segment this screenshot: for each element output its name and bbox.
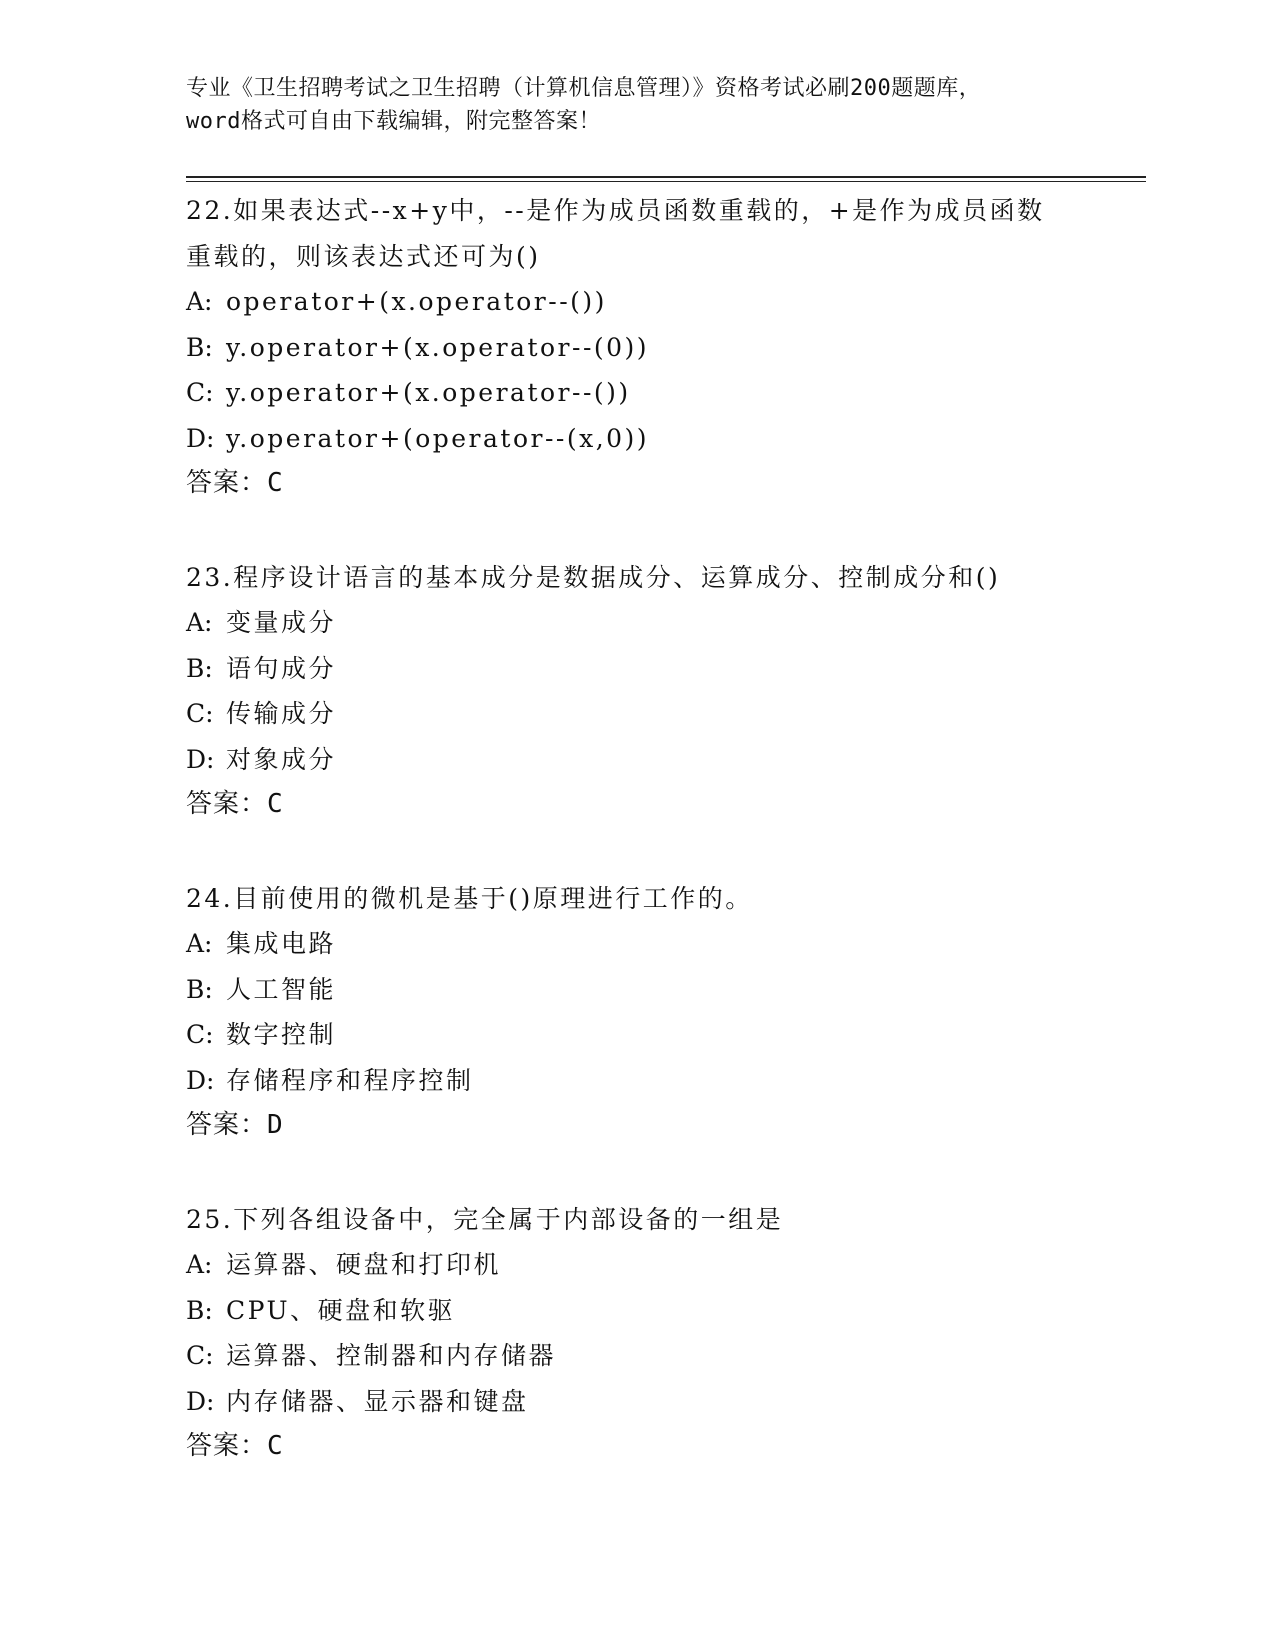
option-letter: C: xyxy=(186,699,214,728)
answer-line: 答案：C xyxy=(186,468,284,498)
option-text: 传输成分 xyxy=(226,699,337,728)
option-b xyxy=(186,967,1086,1013)
option-text: 数字控制 xyxy=(226,1020,337,1049)
option-letter: D: xyxy=(186,423,215,453)
option-letter: B: xyxy=(186,1295,213,1325)
option-letter: D: xyxy=(186,744,215,774)
option-text: 存储程序和程序控制 xyxy=(226,1065,474,1095)
option-text: y.operator+(operator--(x,0)) xyxy=(226,423,650,453)
option-a xyxy=(186,600,1086,646)
option-c xyxy=(186,370,1086,416)
option-a xyxy=(186,1242,1086,1288)
option-text: CPU、硬盘和软驱 xyxy=(226,1295,456,1325)
option-a xyxy=(186,921,1086,967)
option-letter: B: xyxy=(186,974,213,1004)
option-text: 变量成分 xyxy=(226,608,337,637)
option-a xyxy=(186,279,1086,325)
option-c xyxy=(186,691,1086,737)
answer-line: 答案：D xyxy=(186,1110,284,1140)
question-stem: 24.目前使用的微机是基于()原理进行工作的。 xyxy=(186,883,753,913)
option-letter: C: xyxy=(186,378,214,407)
header-title-line-2: word格式可自由下载编辑，附完整答案！ xyxy=(186,109,601,134)
option-letter: C: xyxy=(186,1341,214,1370)
question-23 xyxy=(186,555,1086,828)
option-c xyxy=(186,1333,1086,1379)
option-letter: D: xyxy=(186,1386,215,1416)
option-letter: D: xyxy=(186,1065,215,1095)
option-b xyxy=(186,325,1086,371)
answer-line: 答案：C xyxy=(186,789,284,819)
option-text: operator+(x.operator--()) xyxy=(226,287,607,316)
option-text: 运算器、硬盘和打印机 xyxy=(226,1250,502,1279)
option-d xyxy=(186,1379,1086,1425)
option-c xyxy=(186,1012,1086,1058)
question-stem-continued: 重载的，则该表达式还可为() xyxy=(186,241,541,271)
question-stem: 22.如果表达式--x+y中，--是作为成员函数重载的，+是作为成员函数 xyxy=(186,196,1045,225)
option-letter: A: xyxy=(186,287,213,316)
option-letter: A: xyxy=(186,608,213,637)
document-header xyxy=(186,72,1086,138)
question-stem: 25.下列各组设备中，完全属于内部设备的一组是 xyxy=(186,1204,784,1234)
option-letter: C: xyxy=(186,1020,214,1049)
option-b xyxy=(186,1288,1086,1334)
option-text: y.operator+(x.operator--()) xyxy=(226,378,631,407)
option-b xyxy=(186,646,1086,692)
option-letter: B: xyxy=(186,332,213,362)
header-divider-thick xyxy=(186,176,1146,178)
answer-line: 答案：C xyxy=(186,1431,284,1461)
option-text: y.operator+(x.operator--(0)) xyxy=(226,332,650,362)
option-letter: A: xyxy=(186,1250,213,1279)
option-text: 内存储器、显示器和键盘 xyxy=(226,1386,529,1416)
question-list xyxy=(186,188,1086,1518)
option-text: 语句成分 xyxy=(226,653,337,683)
question-stem: 23.程序设计语言的基本成分是数据成分、运算成分、控制成分和() xyxy=(186,562,1001,592)
option-text: 对象成分 xyxy=(226,744,337,774)
header-divider-thin xyxy=(186,181,1146,182)
option-d xyxy=(186,737,1086,783)
header-title-line-1: 专业《卫生招聘考试之卫生招聘（计算机信息管理）》资格考试必刷200题题库， xyxy=(186,76,982,101)
question-25 xyxy=(186,1197,1086,1470)
option-d xyxy=(186,1058,1086,1104)
option-text: 人工智能 xyxy=(226,974,337,1004)
question-22 xyxy=(186,188,1086,507)
option-text: 运算器、控制器和内存储器 xyxy=(226,1341,557,1370)
option-letter: B: xyxy=(186,653,213,683)
option-d xyxy=(186,416,1086,462)
option-text: 集成电路 xyxy=(226,929,337,958)
option-letter: A: xyxy=(186,929,213,958)
question-24 xyxy=(186,876,1086,1149)
